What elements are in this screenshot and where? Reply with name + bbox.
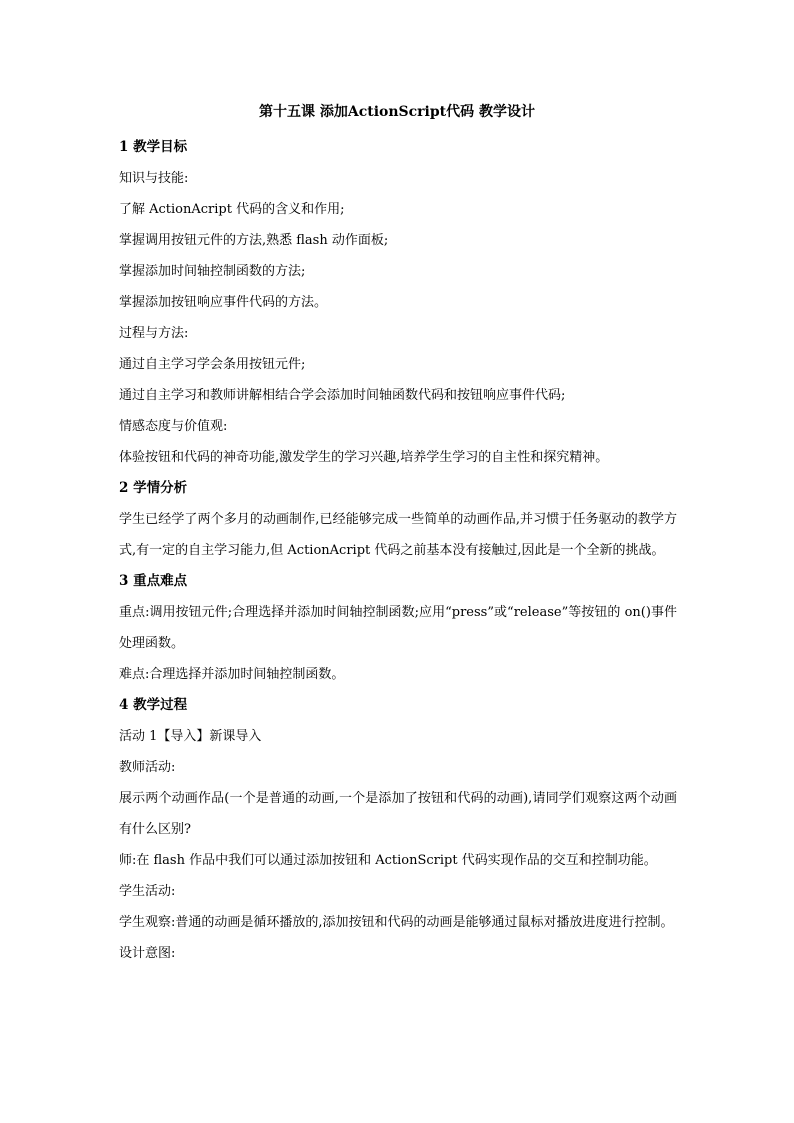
- knowledge-item: 掌握添加时间轴控制函数的方法;: [119, 264, 306, 279]
- key-points-paragraph: 重点:调用按钮元件;合理选择并添加时间轴控制函数;应用“press”或“release”等按钮的 on()事件处理函数。: [119, 605, 677, 651]
- knowledge-item: 掌握添加按钮响应事件代码的方法。: [119, 295, 328, 310]
- emotion-item: 体验按钮和代码的神奇功能,激发学生的学习兴趣,培养学生学习的自主性和探究精神。: [119, 450, 609, 465]
- process-item: 通过自主学习和教师讲解相结合学会添加时间轴函数代码和按钮响应事件代码;: [119, 388, 566, 403]
- activity-title: 活动 1【导入】新课导入: [119, 729, 262, 744]
- emotion-label: 情感态度与价值观:: [119, 419, 228, 434]
- student-activity-paragraph: 学生观察:普通的动画是循环播放的,添加按钮和代码的动画是能够通过鼠标对播放进度进行控制。: [119, 915, 674, 930]
- section-heading-objectives: 1 教学目标: [119, 139, 188, 155]
- knowledge-item: 了解 ActionAcript 代码的含义和作用;: [119, 202, 345, 217]
- section-heading-analysis: 2 学情分析: [119, 480, 188, 496]
- difficult-points-paragraph: 难点:合理选择并添加时间轴控制函数。: [119, 667, 345, 682]
- teacher-statement: 师:在 flash 作品中我们可以通过添加按钮和 ActionScript 代码实现作品的交互和控制功能。: [119, 853, 657, 868]
- design-intent-label: 设计意图:: [119, 946, 176, 961]
- document-title: 第十五课 添加ActionScript代码 教学设计: [258, 104, 536, 120]
- knowledge-item: 掌握调用按钮元件的方法,熟悉 flash 动作面板;: [119, 233, 389, 248]
- document-body: [119, 132, 677, 969]
- process-label: 过程与方法:: [119, 326, 189, 341]
- knowledge-label: 知识与技能:: [119, 171, 189, 186]
- section-heading-key-points: 3 重点难点: [119, 573, 188, 589]
- process-item: 通过自主学习学会条用按钮元件;: [119, 357, 306, 372]
- teacher-activity-label: 教师活动:: [119, 760, 176, 775]
- analysis-paragraph: 学生已经学了两个多月的动画制作,已经能够完成一些简单的动画作品,并习惯于任务驱动的教学方式,有一定的自主学习能力,但 ActionAcript 代码之前基本没有接触过,因此是一个全新的挑战。: [119, 512, 677, 558]
- student-activity-label: 学生活动:: [119, 884, 176, 899]
- section-heading-process: 4 教学过程: [119, 697, 188, 713]
- teacher-activity-paragraph: 展示两个动画作品(一个是普通的动画,一个是添加了按钮和代码的动画),请同学们观察这两个动画有什么区别?: [119, 791, 677, 837]
